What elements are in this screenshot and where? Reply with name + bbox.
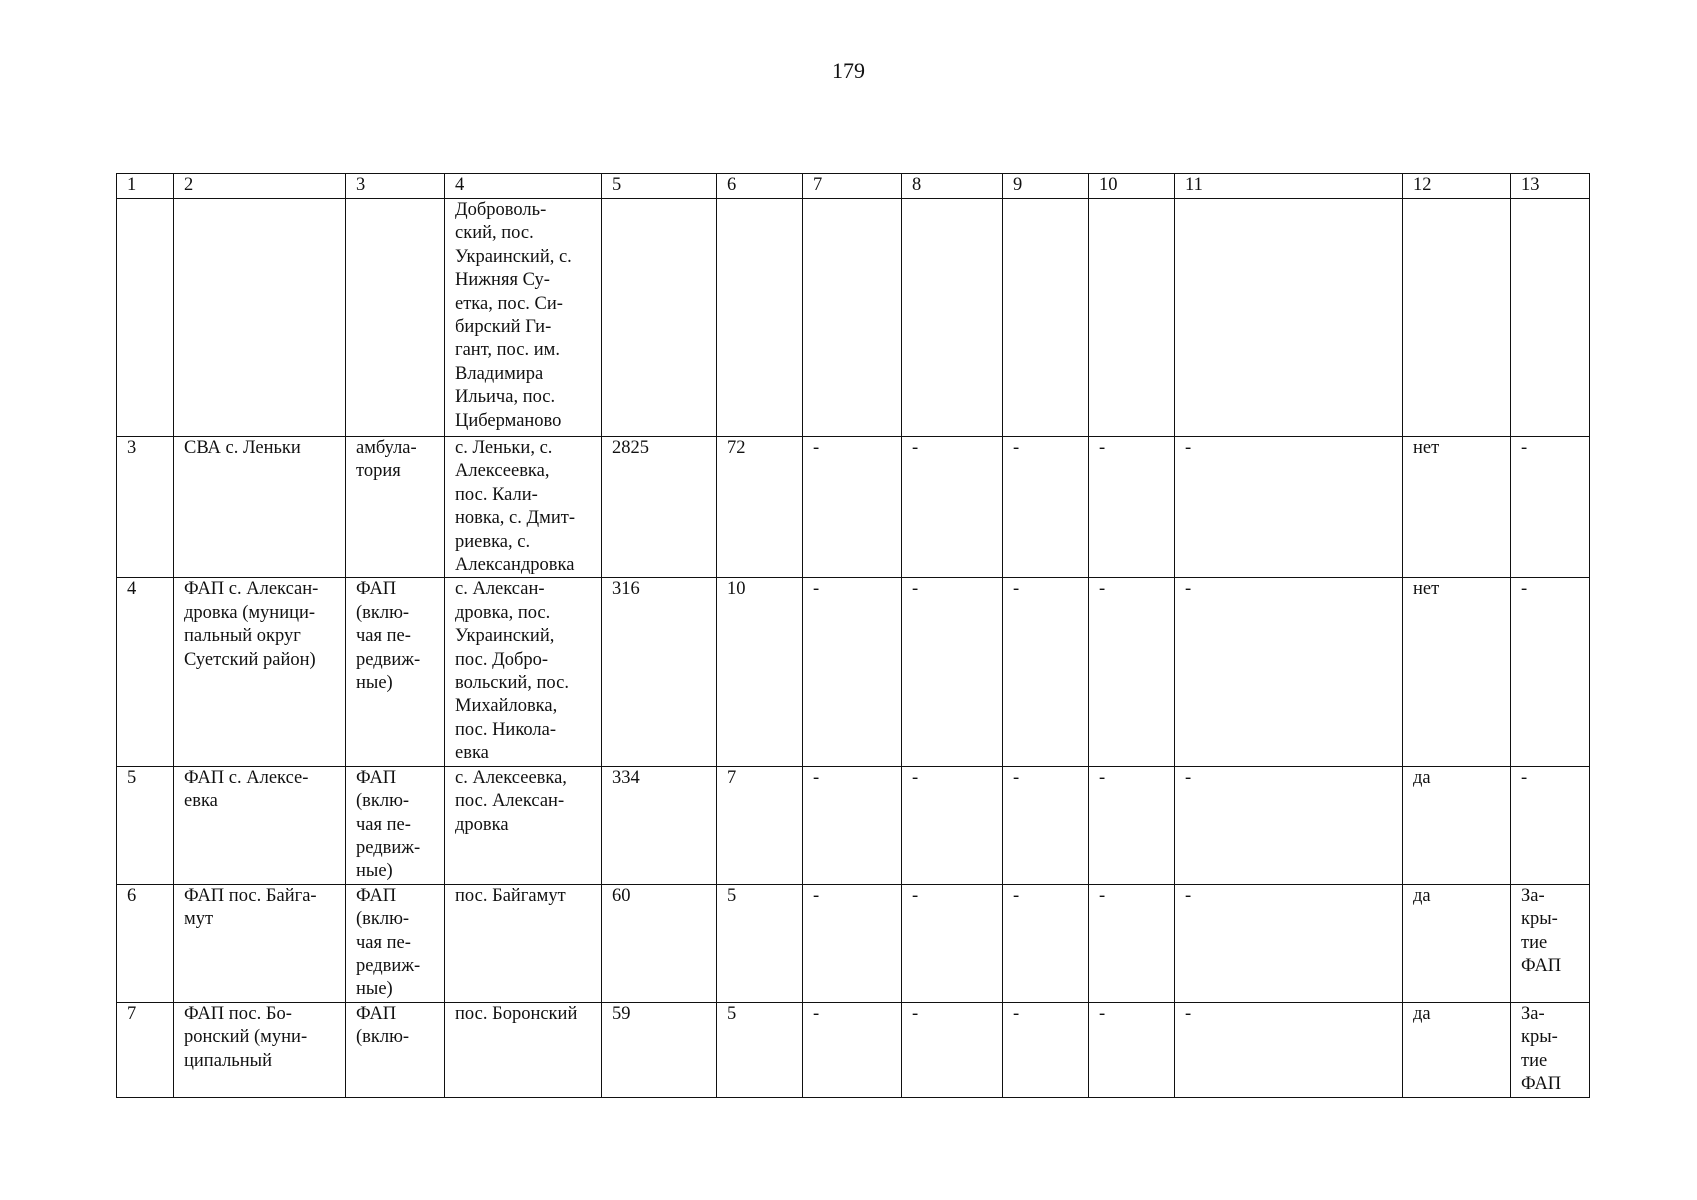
table-cell: - (1175, 766, 1403, 884)
table-cell: с. Леньки, с. Алексеевка, пос. Кали- новка, с. Дмит- риевка, с. Александровка (445, 437, 602, 578)
table-cell: - (902, 1002, 1003, 1097)
data-table (116, 173, 1590, 1098)
table-cell: ФАП пос. Бо- ронский (муни- ципальный (174, 1002, 346, 1097)
table-cell: - (803, 884, 902, 1002)
column-header: 11 (1175, 174, 1403, 199)
table-cell: ФАП (вклю- (346, 1002, 445, 1097)
table-cell: СВА с. Леньки (174, 437, 346, 578)
table-cell: - (902, 766, 1003, 884)
table-cell: пос. Байгамут (445, 884, 602, 1002)
table-cell: 2825 (602, 437, 717, 578)
table-cell: 5 (717, 884, 803, 1002)
table-cell: - (1089, 437, 1175, 578)
table-cell: 59 (602, 1002, 717, 1097)
column-header: 6 (717, 174, 803, 199)
column-header: 12 (1403, 174, 1511, 199)
table-cell: нет (1403, 437, 1511, 578)
table-cell: 3 (117, 437, 174, 578)
table-row (117, 437, 1590, 578)
table-cell: - (1511, 766, 1590, 884)
table-row (117, 766, 1590, 884)
table-cell (346, 199, 445, 437)
table-cell: 4 (117, 578, 174, 766)
table-cell: - (1175, 884, 1403, 1002)
table-cell (1089, 199, 1175, 437)
page-number: 179 (832, 58, 865, 83)
table-cell (602, 199, 717, 437)
column-header: 2 (174, 174, 346, 199)
table-row (117, 1002, 1590, 1097)
table-cell: За- кры- тие ФАП (1511, 884, 1590, 1002)
table-cell: 72 (717, 437, 803, 578)
table-cell: 316 (602, 578, 717, 766)
table-cell: - (1003, 1002, 1089, 1097)
table-cell: - (803, 766, 902, 884)
table-cell: 5 (117, 766, 174, 884)
table-cell (1511, 199, 1590, 437)
table-cell: - (1175, 1002, 1403, 1097)
table-cell (1403, 199, 1511, 437)
table-cell: За- кры- тие ФАП (1511, 1002, 1590, 1097)
table-cell: с. Алексеевка, пос. Алексан- дровка (445, 766, 602, 884)
table-cell: - (1175, 578, 1403, 766)
table-cell: 6 (117, 884, 174, 1002)
table-cell: пос. Боронский (445, 1002, 602, 1097)
table-cell: ФАП с. Алексан- дровка (муници- пальный округ Суетский район) (174, 578, 346, 766)
column-header: 10 (1089, 174, 1175, 199)
table-cell: ФАП пос. Байга- мут (174, 884, 346, 1002)
table-cell: 7 (717, 766, 803, 884)
column-header: 5 (602, 174, 717, 199)
table-cell: - (803, 437, 902, 578)
table-cell (803, 199, 902, 437)
table-row (117, 578, 1590, 766)
table-cell: да (1403, 1002, 1511, 1097)
column-header: 8 (902, 174, 1003, 199)
table-cell: - (902, 884, 1003, 1002)
table-cell: - (1003, 884, 1089, 1002)
table-cell: - (1511, 578, 1590, 766)
column-header: 3 (346, 174, 445, 199)
column-header: 13 (1511, 174, 1590, 199)
table-cell (902, 199, 1003, 437)
table-row (117, 884, 1590, 1002)
table-cell: - (1511, 437, 1590, 578)
column-header: 9 (1003, 174, 1089, 199)
table-cell: 10 (717, 578, 803, 766)
table-cell: ФАП (вклю- чая пе- редвиж- ные) (346, 766, 445, 884)
table-cell (174, 199, 346, 437)
table-cell: - (1003, 766, 1089, 884)
table-cell: - (1175, 437, 1403, 578)
table-cell: - (1089, 578, 1175, 766)
table-cell: - (803, 1002, 902, 1097)
table-cell: - (1089, 884, 1175, 1002)
table-cell: нет (1403, 578, 1511, 766)
table-cell: ФАП с. Алексе- евка (174, 766, 346, 884)
table-cell: да (1403, 766, 1511, 884)
column-header: 4 (445, 174, 602, 199)
table-cell: - (902, 578, 1003, 766)
table-cell (1175, 199, 1403, 437)
table-row (117, 199, 1590, 437)
table-cell: - (1003, 578, 1089, 766)
table-cell: ФАП (вклю- чая пе- редвиж- ные) (346, 578, 445, 766)
table-cell (117, 199, 174, 437)
table-cell: Доброволь- ский, пос. Украинский, с. Нижняя Су- етка, пос. Си- бирский Ги- гант, пос. им. Владимира Ильича, пос. Циберманово (445, 199, 602, 437)
table-cell (717, 199, 803, 437)
table-cell: - (803, 578, 902, 766)
table-cell: - (1003, 437, 1089, 578)
table-cell: да (1403, 884, 1511, 1002)
table-cell: амбула- тория (346, 437, 445, 578)
table-cell (1003, 199, 1089, 437)
table-cell: 60 (602, 884, 717, 1002)
table-cell: 7 (117, 1002, 174, 1097)
table-cell: 334 (602, 766, 717, 884)
table-cell: - (1089, 1002, 1175, 1097)
column-header: 7 (803, 174, 902, 199)
table-cell: ФАП (вклю- чая пе- редвиж- ные) (346, 884, 445, 1002)
table-cell: - (1089, 766, 1175, 884)
table-cell: с. Алексан- дровка, пос. Украинский, пос. Добро- вольский, пос. Михайловка, пос. Никола- евка (445, 578, 602, 766)
table-header-row (117, 174, 1590, 199)
table-cell: - (902, 437, 1003, 578)
column-header: 1 (117, 174, 174, 199)
table-cell: 5 (717, 1002, 803, 1097)
